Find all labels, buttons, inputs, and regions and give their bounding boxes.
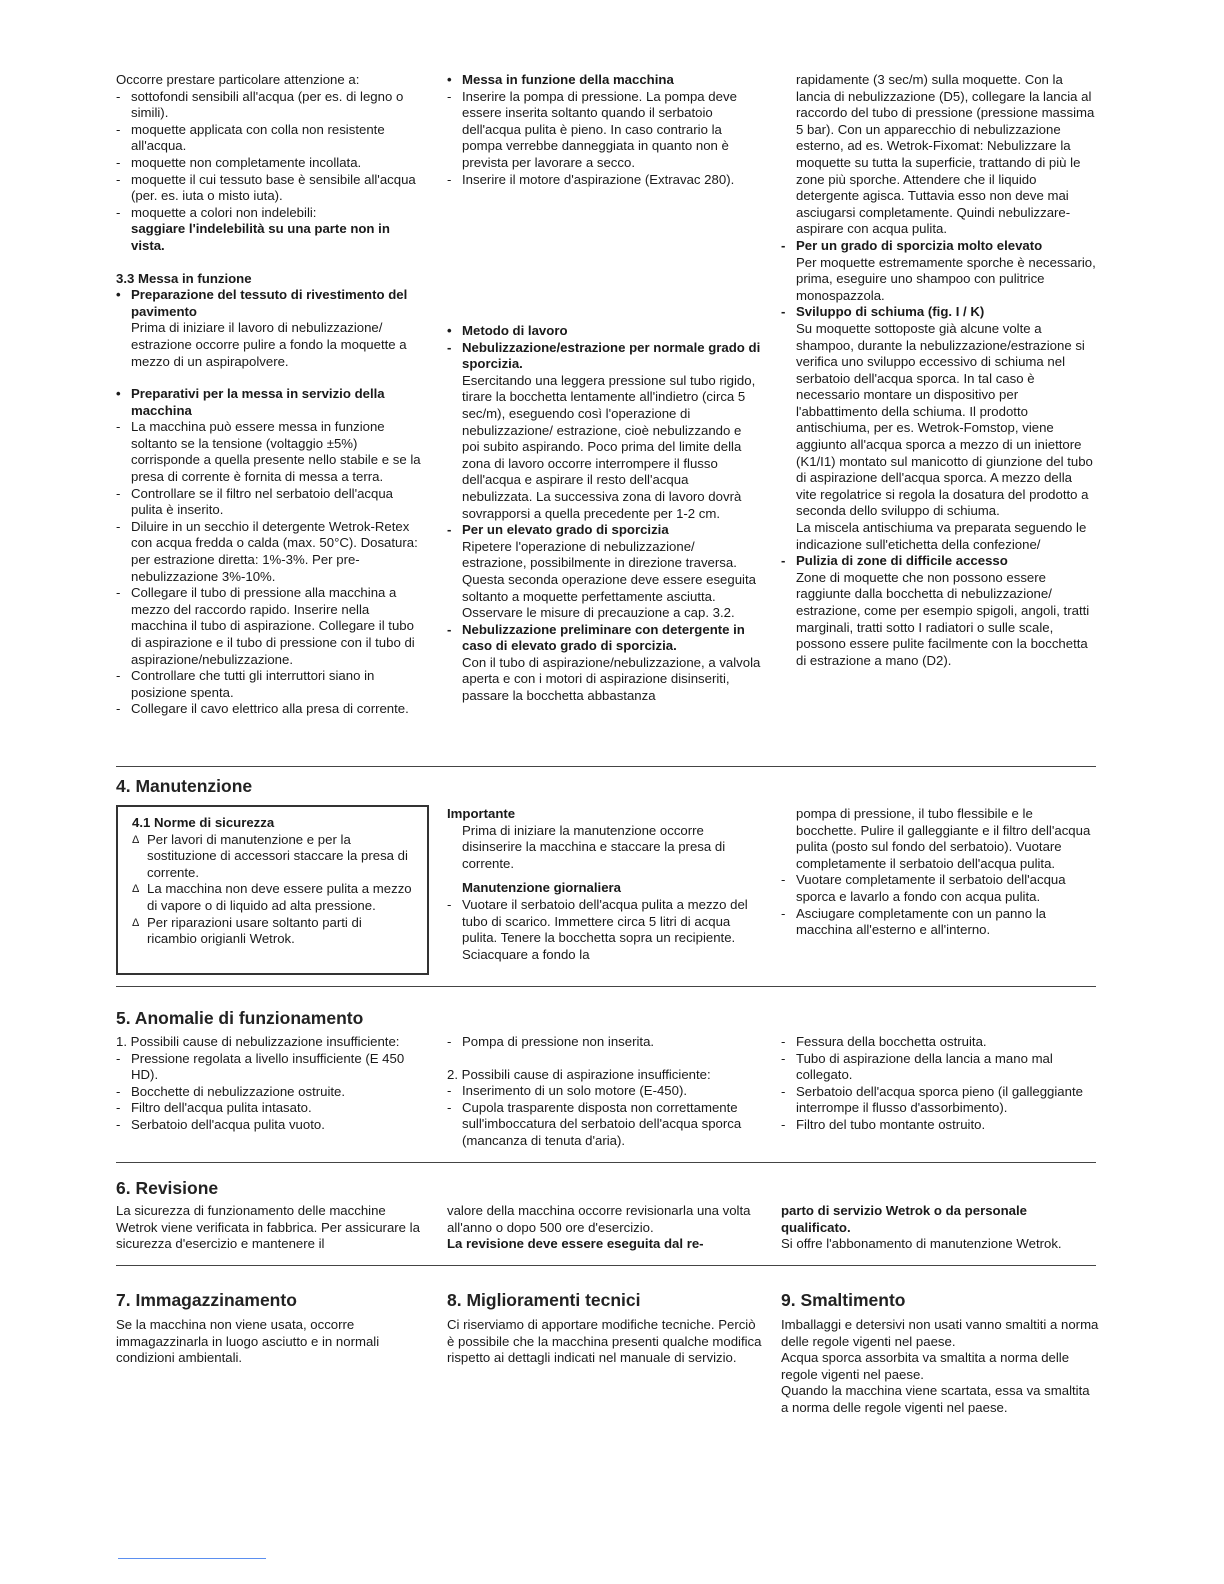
section-title: 8. Miglioramenti tecnici xyxy=(447,1290,641,1310)
list-item: - La macchina può essere messa in funzione soltanto se la tensione (voltaggio ±5%) corrisponde a quella presente nello stabile e se la presa di corrente è fornita di messa a terra. xyxy=(116,419,426,485)
list-item: - Inserire la pompa di pressione. La pompa deve essere inserita soltanto quando il serbatoio dell'acqua pulita è pieno. In caso contrario la pompa verrebbe danneggiata in quanto non è prevista per lavorare a secco. xyxy=(447,89,762,172)
safety-box xyxy=(116,805,429,975)
s6-column-2 xyxy=(447,1203,762,1253)
footer-rule xyxy=(118,1558,266,1559)
s3-column-2 xyxy=(447,72,762,188)
subsection-title: Manutenzione giornaliera xyxy=(462,880,622,896)
list-item: - Vuotare completamente il serbatoio dell'acqua sporca e lavarlo a fondo con acqua pulita. xyxy=(781,872,1096,905)
s6-column-3 xyxy=(781,1203,1096,1253)
list-item: - moquette a colori non indelebili: xyxy=(116,205,426,222)
section-divider xyxy=(116,766,1096,767)
subsection-text: Su moquette sottoposte già alcune volte a shampoo, durante la nebulizzazione/estrazione si verifica uno sviluppo eccessivo di schiuma nel serbatoio dell'acqua sporca. In tal caso è necessario montare un dispositivo per l'abbattimento della schiuma. Il prodotto antischiuma, per es. Wetrok-Fomstop, viene aggiunto all'acqua sporca a mezzo di un iniettore (K1/I1) montato sul manicotto di giunzione del tubo di aspirazione dell'acqua sporca. A mezzo della vite regolatrice si regola la dosatura del prodotto a seconda dello sviluppo di schiuma. xyxy=(796,320,1093,519)
list-item: - Tubo di aspirazione della lancia a mano mal collegato. xyxy=(781,1051,1096,1084)
subsection-title: - Nebulizzazione/estrazione per normale grado di sporcizia. xyxy=(447,340,762,373)
s3-column-1 xyxy=(116,72,426,718)
list-item: - Pressione regolata a livello insufficiente (E 450 HD). xyxy=(116,1051,426,1084)
cause-intro: 2. Possibili cause di aspirazione insufficiente: xyxy=(447,1066,711,1082)
subsection-text: Per moquette estremamente sporche è necessario, prima, eseguire uno shampoo con pulitrice monospazzola. xyxy=(796,254,1096,303)
paragraph: La sicurezza di funzionamento delle macchine Wetrok viene verificata in fabbrica. Per assicurare la sicurezza d'esercizio e mantenere il xyxy=(116,1203,420,1252)
s9-column xyxy=(781,1317,1099,1417)
bullet-title: • Messa in funzione della macchina xyxy=(447,72,762,89)
cause-intro: 1. Possibili cause di nebulizzazione insufficiente: xyxy=(116,1034,400,1049)
warning-item: Δ Per riparazioni usare soltanto parti di ricambio origianli Wetrok. xyxy=(132,915,412,948)
s5-column-1 xyxy=(116,1034,426,1134)
paragraph: Si offre l'abbonamento di manutenzione Wetrok. xyxy=(781,1236,1062,1252)
paragraph: Imballaggi e detersivi non usati vanno smaltiti a norma delle regole vigenti nel paese. xyxy=(781,1317,1099,1349)
list-item: - Collegare il cavo elettrico alla presa di corrente. xyxy=(116,701,426,718)
subsection-title: - Per un elevato grado di sporcizia xyxy=(447,522,762,539)
paragraph: Quando la macchina viene scartata, essa va smaltita a norma delle regole vigenti nel paese. xyxy=(781,1383,1090,1415)
section-title: 4. Manutenzione xyxy=(116,776,253,796)
list-item: - Inserimento di un solo motore (E-450). xyxy=(447,1083,762,1100)
section-divider xyxy=(116,1162,1096,1163)
subsection-title: - Per un grado di sporcizia molto elevato xyxy=(781,238,1096,255)
list-item: - Cupola trasparente disposta non correttamente sull'imboccatura del serbatoio dell'acqua sporca (mancanza di tenuta d'aria). xyxy=(447,1100,762,1150)
warning-item: Δ Per lavori di manutenzione e per la sostituzione di accessori staccare la presa di corrente. xyxy=(132,832,412,882)
subsection-text: Con il tubo di aspirazione/nebulizzazione, a valvola aperta e con i motori di aspirazione disinseriti, passare la bocchetta abbastanza xyxy=(462,654,761,704)
subsection-title: Importante xyxy=(447,806,516,821)
subsection-title: - Nebulizzazione preliminare con detergente in caso di elevato grado di sporcizia. xyxy=(447,622,762,655)
list-item: - moquette applicata con colla non resistente all'acqua. xyxy=(116,122,426,155)
paragraph: Ci riserviamo di apportare modifiche tecniche. Perciò è possibile che la macchina presenti qualche modifica rispetto ai dettagli indicati nel manuale di servizio. xyxy=(447,1317,762,1366)
s5-column-2 xyxy=(447,1034,762,1150)
list-item: - Inserire il motore d'aspirazione (Extravac 280). xyxy=(447,172,762,189)
paragraph: Acqua sporca assorbita va smaltita a norma delle regole vigenti nel paese. xyxy=(781,1350,1070,1382)
list-item: - moquette il cui tessuto base è sensibile all'acqua (per. es. iuta o misto iuta). xyxy=(116,172,426,205)
subsection-title: - Pulizia di zone di difficile accesso xyxy=(781,553,1096,570)
s7-column xyxy=(116,1317,426,1367)
section-divider xyxy=(116,986,1096,987)
paragraph: Se la macchina non viene usata, occorre immagazzinarla in luogo asciutto e in normali condizioni ambientali. xyxy=(116,1317,380,1366)
list-item: - Filtro dell'acqua pulita intasato. xyxy=(116,1100,426,1117)
list-item: - Asciugare completamente con un panno la macchina all'esterno e all'interno. xyxy=(781,906,1096,939)
subsection-heading: 3.3 Messa in funzione xyxy=(116,270,252,286)
list-item: - moquette non completamente incollata. xyxy=(116,155,426,172)
list-item: - Serbatoio dell'acqua sporca pieno (il galleggiante interrompe il flusso d'assorbimento). xyxy=(781,1084,1096,1117)
s4-column-3 xyxy=(781,806,1096,939)
list-item: - sottofondi sensibili all'acqua (per es. di legno o simili). xyxy=(116,89,426,122)
paragraph-bold: parto di servizio Wetrok o da personale qualificato. xyxy=(781,1203,1027,1235)
paragraph-bold: La revisione deve essere eseguita dal re- xyxy=(447,1236,704,1252)
list-item: - Pompa di pressione non inserita. xyxy=(447,1034,762,1051)
paragraph: valore della macchina occorre revisionarla una volta all'anno o dopo 500 ore d'esercizio. xyxy=(447,1203,751,1235)
section-title: 7. Immagazzinamento xyxy=(116,1290,297,1310)
subsection-text: La miscela antischiuma va preparata seguendo le indicazione sull'etichetta della confezione/ xyxy=(796,520,1087,552)
subsection-title: - Sviluppo di schiuma (fig. I / K) xyxy=(781,304,1096,321)
subsection-text: Zone di moquette che non possono essere raggiunte dalla bocchetta di nebulizzazione/ estrazione, come per esempio spigoli, angoli, tratti marginali, tratti sotto I radiatori o sulle scale, possono essere pulite facilmente con la bocchetta di estrazione a mano (D2). xyxy=(796,569,1090,668)
list-item: - Filtro del tubo montante ostruito. xyxy=(781,1117,1096,1134)
subsection-text: Prima di iniziare la manutenzione occorre disinserire la macchina e staccare la presa di corrente. xyxy=(462,822,726,871)
s6-column-1 xyxy=(116,1203,426,1253)
list-item: - Collegare il tubo di pressione alla macchina a mezzo del raccordo rapido. Inserire nella macchina il tubo di aspirazione. Collegare il tubo di aspirazione e il tubo di pressione con il tubo di aspirazione/nebulizzazione. xyxy=(116,585,426,668)
list-item: - Diluire in un secchio il detergente Wetrok-Retex con acqua fredda o calda (max. 50°C). Dosatura: per estrazione diretta: 1%-3%. Per pre-nebulizzazione 3%-10%. xyxy=(116,519,426,585)
section-divider xyxy=(116,1265,1096,1266)
continued-text: pompa di pressione, il tubo flessibile e le bocchette. Pulire il galleggiante e il filtro dell'acqua pulita (posto sul fondo del serbatoio). Vuotare completamente il serbatoio dell'acqua pulita. xyxy=(796,806,1091,871)
s8-column xyxy=(447,1317,765,1367)
list-item: - Bocchette di nebulizzazione ostruite. xyxy=(116,1084,426,1101)
bullet-title: • Preparazione del tessuto di rivestimento del pavimento xyxy=(116,287,426,320)
bullet-title: • Preparativi per la messa in servizio della macchina xyxy=(116,386,426,419)
intro-text: Occorre prestare particolare attenzione a: xyxy=(116,72,360,87)
section-title: 9. Smaltimento xyxy=(781,1290,906,1310)
subsection-text: Ripetere l'operazione di nebulizzazione/ estrazione, possibilmente in direzione traversa. Questa seconda operazione deve essere eseguita soltanto a moquette perfettamente asciutta. Osservare le misure di precauzione a cap. 3.2. xyxy=(462,538,756,621)
bullet-text: Prima di iniziare il lavoro di nebulizzazione/ estrazione occorre pulire a fondo la moquette a mezzo di un aspirapolvere. xyxy=(131,320,407,369)
continued-text: rapidamente (3 sec/m) sulla moquette. Con la lancia di nebulizzazione (D5), collegare la lancia al raccordo del tubo di pressione (pressione massima 5 bar). Con un apparecchio di nebulizzazione esterno, ad es. Wetrok-Fixomat: Nebulizzare la moquette su tutta la superficie, trattando di più le zone più sporche. Attendere che il liquido detergente agisca. Tuttavia esso non deve mai asciugarsi completamente. Quindi nebulizzare-aspirare con acqua pulita. xyxy=(796,72,1095,237)
list-item: - Vuotare il serbatoio dell'acqua pulita a mezzo del tubo di scarico. Immettere circa 5 litri di acqua pulita. Tenere la bocchetta sopra un recipiente. Sciacquare a fondo la xyxy=(447,897,762,963)
s3-column-3 xyxy=(781,72,1096,669)
warning-item: Δ La macchina non deve essere pulita a mezzo di vapore o di liquido ad alta pressione. xyxy=(132,881,412,914)
section-title: 6. Revisione xyxy=(116,1178,219,1198)
subsection-text: Esercitando una leggera pressione sul tubo rigido, tirare la bocchetta lentamente all'indietro (circa 5 sec/m), eseguendo così l'operazione di nebulizzazione/ estrazione, cioè nebulizzando e poi subito aspirando. Poco prima del limite della zona di lavoro occorre interrompere il flusso dell'acqua e aspirare il resto dell'acqua nebulizzata. La successiva zona di lavoro dovrà sovrapporsi a quella precedente per 1-2 cm. xyxy=(462,372,756,521)
s3-column-2b xyxy=(447,323,762,705)
s4-column-2 xyxy=(447,806,762,963)
list-item: - Controllare se il filtro nel serbatoio dell'acqua pulita è inserito. xyxy=(116,486,426,519)
s5-column-3 xyxy=(781,1034,1096,1134)
box-title: 4.1 Norme di sicurezza xyxy=(132,815,275,830)
bold-note: saggiare l'indelebilità su una parte non in vista. xyxy=(131,221,390,253)
list-item: - Serbatoio dell'acqua pulita vuoto. xyxy=(116,1117,426,1134)
section-title: 5. Anomalie di funzionamento xyxy=(116,1008,364,1028)
list-item: - Controllare che tutti gli interruttori siano in posizione spenta. xyxy=(116,668,426,701)
bullet-title: • Metodo di lavoro xyxy=(447,323,762,340)
list-item: - Fessura della bocchetta ostruita. xyxy=(781,1034,1096,1051)
